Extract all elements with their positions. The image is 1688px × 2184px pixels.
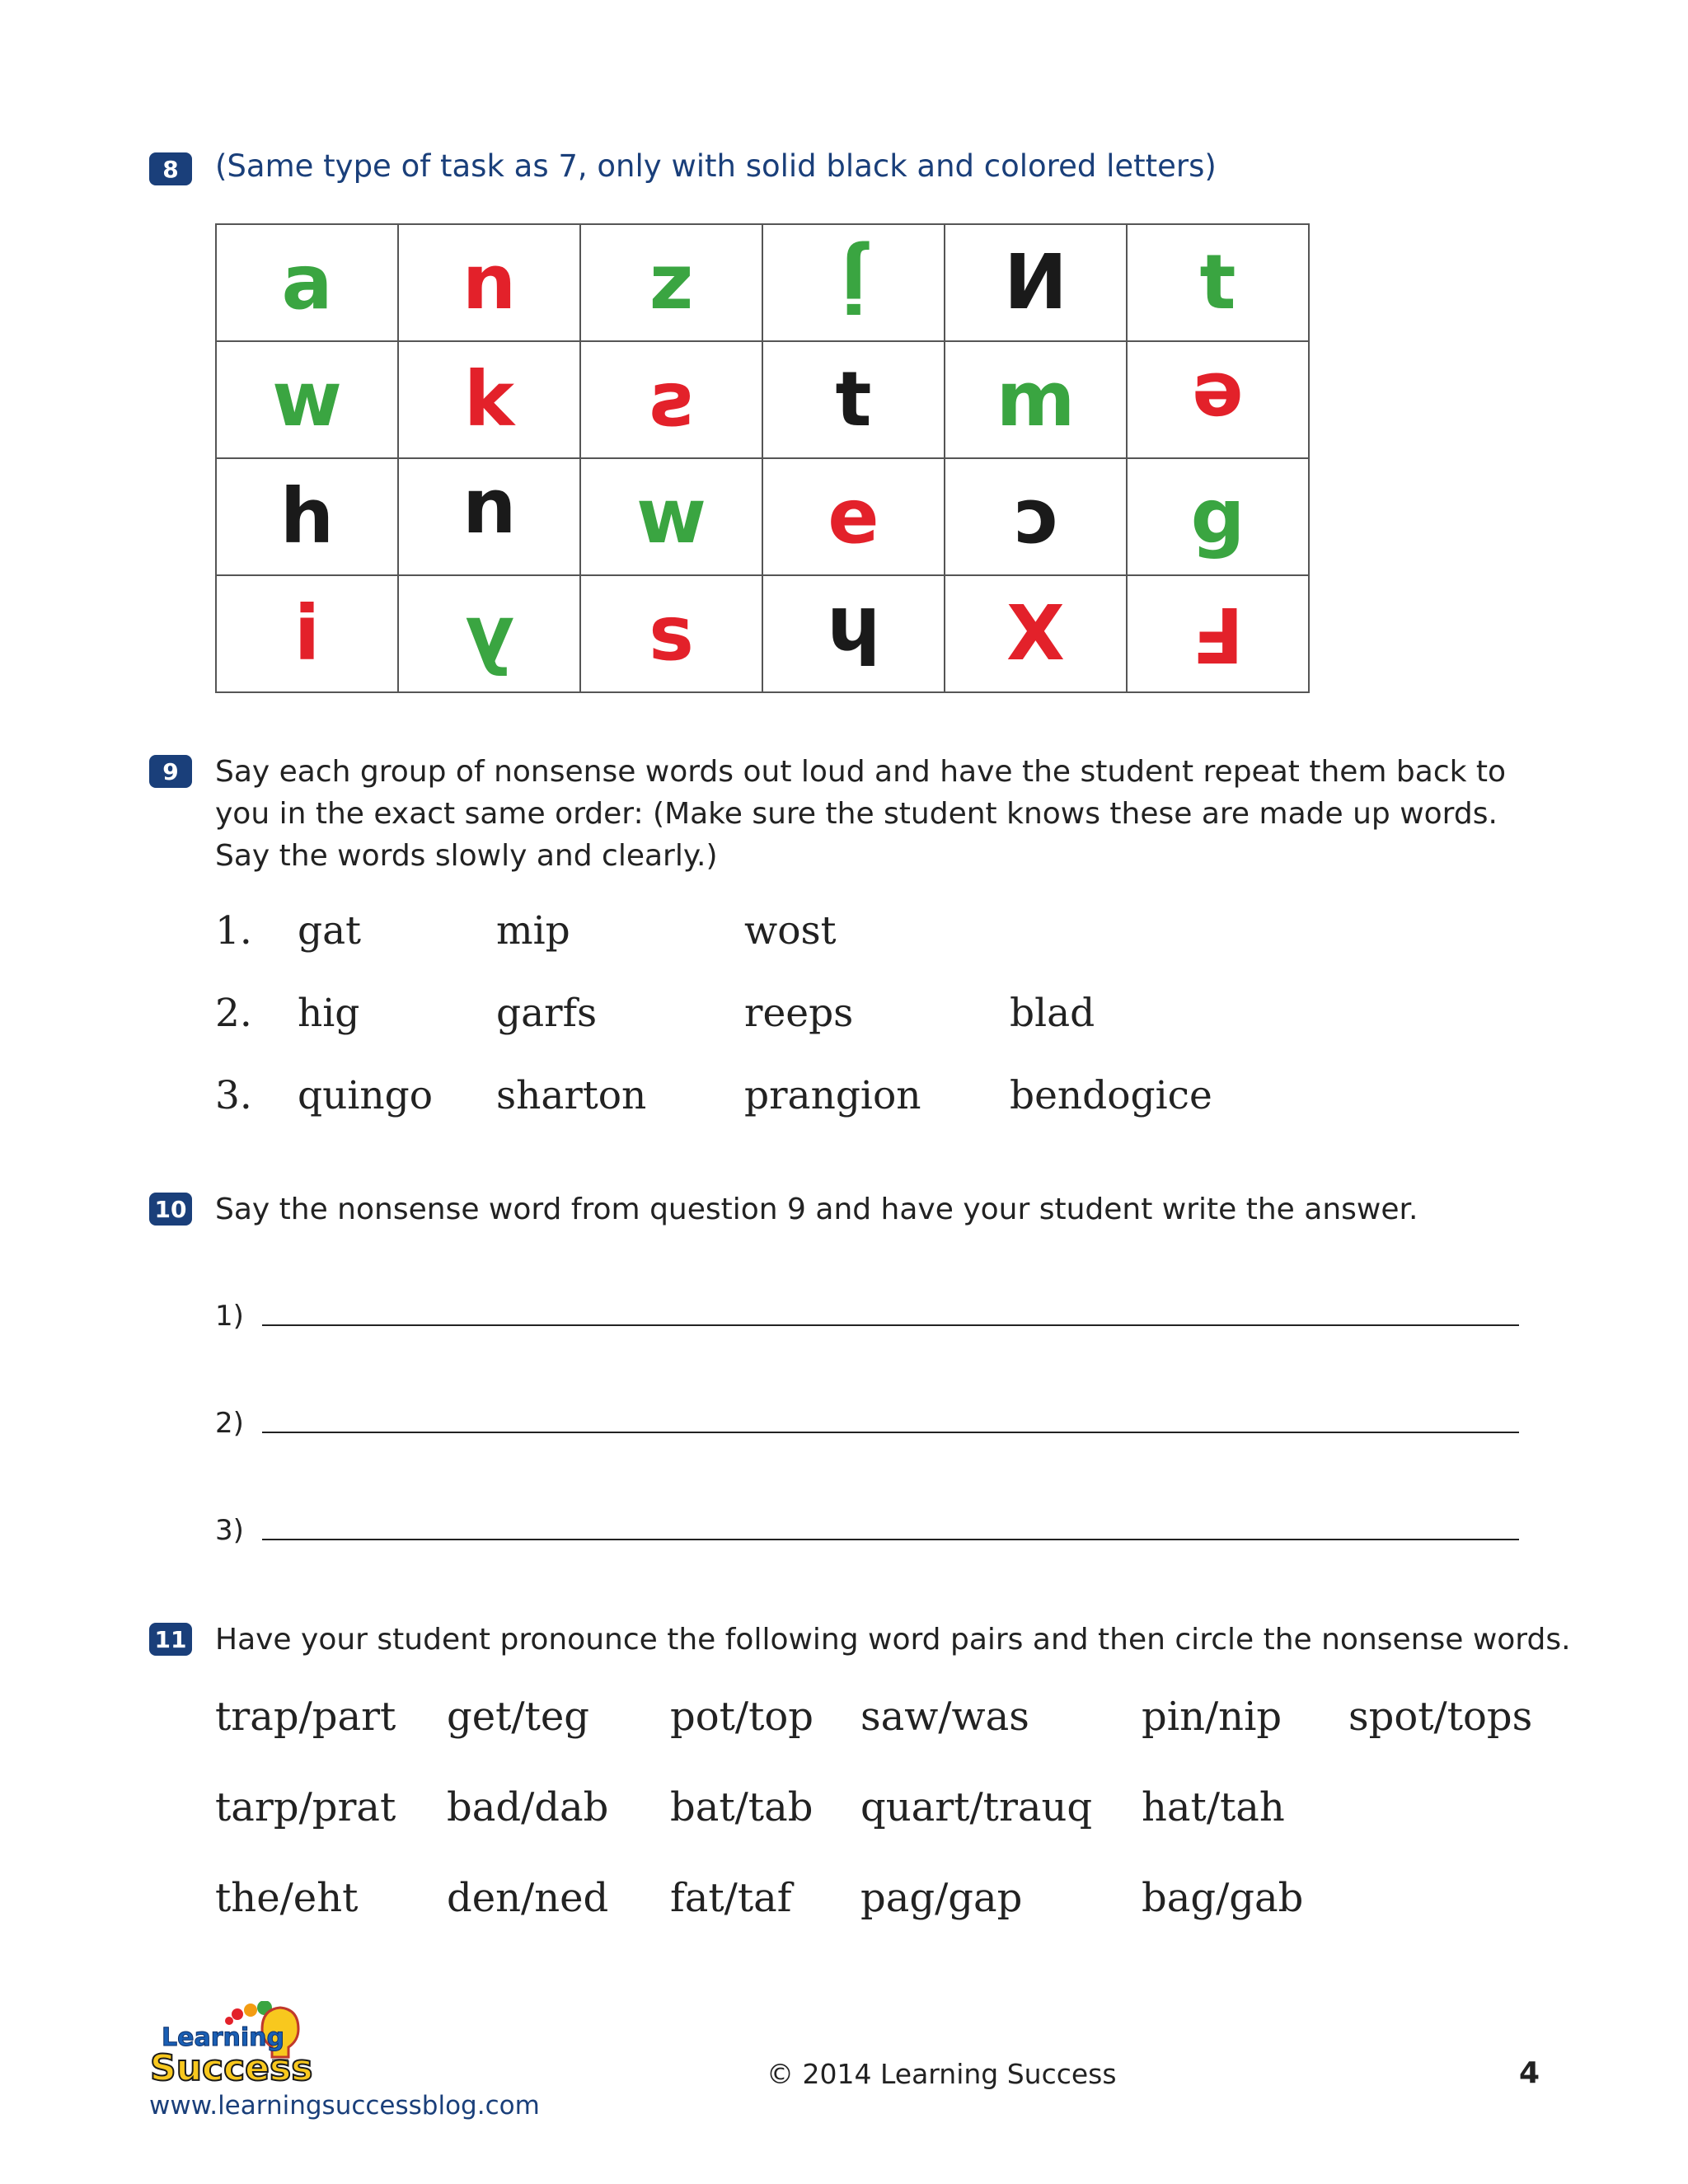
nonsense-word: sharton — [496, 1073, 647, 1118]
letter-cell[interactable] — [945, 341, 1127, 458]
letter-cell[interactable] — [1127, 575, 1309, 692]
copyright-text: © 2014 Learning Success — [767, 2058, 1117, 2090]
website-url[interactable]: www.learningsuccessblog.com — [149, 2091, 540, 2121]
letter-grid-row — [216, 575, 1309, 692]
word-pair[interactable]: trap/part — [215, 1694, 396, 1740]
letter-glyph: e — [1192, 356, 1244, 444]
letter-glyph: e — [828, 472, 879, 560]
answer-label: 1) — [215, 1300, 244, 1333]
question-11-text: Have your student pronounce the following word pairs and then circle the nonsense words. — [215, 1623, 1571, 1657]
letter-cell[interactable] — [398, 224, 580, 341]
question-9-text: Say each group of nonsense words out loud and have the student repeat them back to you in the exact same order: (Make sure the student knows these are made up words. Say the words slowly and clearly.) — [215, 755, 1507, 873]
letter-cell[interactable] — [216, 341, 398, 458]
letter-cell[interactable] — [216, 575, 398, 692]
letter-cell[interactable] — [1127, 458, 1309, 575]
answer-label: 2) — [215, 1407, 244, 1440]
answer-line[interactable] — [262, 1539, 1519, 1540]
letter-cell[interactable] — [216, 458, 398, 575]
word-pair[interactable]: bag/gab — [1142, 1875, 1304, 1921]
letter-cell[interactable] — [1127, 341, 1309, 458]
letter-glyph: s — [649, 355, 694, 443]
nonsense-word: reeps — [744, 991, 854, 1036]
word-pair[interactable]: den/ned — [447, 1875, 609, 1921]
list-item-number: 1. — [215, 908, 252, 954]
nonsense-word: garfs — [496, 991, 598, 1036]
question-8-badge: 8 — [149, 152, 192, 185]
letter-glyph: X — [1006, 589, 1065, 677]
letter-glyph: i — [293, 589, 321, 677]
list-item-number: 3. — [215, 1073, 252, 1118]
word-pair[interactable]: pin/nip — [1142, 1694, 1282, 1740]
question-8-title: (Same type of task as 7, only with solid black and colored letters) — [215, 148, 1217, 184]
letter-glyph: h — [826, 590, 881, 678]
letter-cell[interactable] — [580, 341, 762, 458]
letter-glyph: t — [1199, 238, 1236, 326]
letter-glyph: И — [1004, 238, 1067, 326]
question-10-text: Say the nonsense word from question 9 and have your student write the answer. — [215, 1193, 1418, 1226]
letter-grid — [215, 223, 1310, 693]
word-pair[interactable]: bat/tab — [670, 1784, 814, 1830]
letter-cell[interactable] — [216, 224, 398, 341]
word-pair[interactable]: fat/taf — [670, 1875, 792, 1921]
letter-cell[interactable] — [398, 458, 580, 575]
letter-glyph: t — [835, 355, 872, 443]
answer-label: 3) — [215, 1514, 244, 1547]
word-pair[interactable]: get/teg — [447, 1694, 590, 1740]
letter-grid-row — [216, 341, 1309, 458]
letter-glyph: g — [1190, 472, 1245, 560]
letter-cell[interactable] — [762, 224, 945, 341]
letter-cell[interactable] — [762, 341, 945, 458]
word-pair[interactable]: pot/top — [670, 1694, 814, 1740]
letter-cell[interactable] — [1127, 224, 1309, 341]
nonsense-word: bendogice — [1010, 1073, 1212, 1118]
word-pair[interactable]: bad/dab — [447, 1784, 609, 1830]
nonsense-word: quingo — [298, 1073, 434, 1118]
letter-cell[interactable] — [580, 458, 762, 575]
letter-cell[interactable] — [945, 575, 1127, 692]
page-number: 4 — [1519, 2056, 1540, 2090]
list-item-number: 2. — [215, 991, 252, 1036]
learning-success-logo[interactable] — [148, 2001, 338, 2092]
nonsense-word: blad — [1010, 991, 1095, 1036]
word-pair[interactable]: quart/trauq — [860, 1784, 1093, 1830]
nonsense-word: prangion — [744, 1073, 921, 1118]
letter-cell[interactable] — [580, 575, 762, 692]
letter-cell[interactable] — [398, 575, 580, 692]
word-pair[interactable]: hat/tah — [1142, 1784, 1285, 1830]
word-pair[interactable]: saw/was — [860, 1694, 1029, 1740]
letter-grid-row — [216, 224, 1309, 341]
word-pair[interactable]: the/eht — [215, 1875, 359, 1921]
word-pair[interactable]: tarp/prat — [215, 1784, 396, 1830]
letter-cell[interactable] — [762, 458, 945, 575]
logo-text-bottom: Success — [150, 2047, 313, 2089]
letter-glyph: u — [462, 473, 517, 561]
letter-grid-row — [216, 458, 1309, 575]
word-pair[interactable]: spot/tops — [1348, 1694, 1533, 1740]
question-10-badge: 10 — [149, 1193, 192, 1226]
letter-glyph: w — [636, 472, 706, 560]
letter-glyph: y — [464, 589, 514, 677]
letter-glyph: s — [649, 589, 694, 677]
question-9-badge: 9 — [149, 755, 192, 788]
letter-cell[interactable] — [580, 224, 762, 341]
letter-glyph: j — [840, 239, 867, 327]
answer-line[interactable] — [262, 1324, 1519, 1326]
letter-cell[interactable] — [398, 341, 580, 458]
letter-cell[interactable] — [762, 575, 945, 692]
answer-line[interactable] — [262, 1432, 1519, 1433]
letter-glyph: c — [1013, 472, 1058, 560]
letter-cell[interactable] — [945, 224, 1127, 341]
logo-text-top: Learning — [162, 2023, 284, 2052]
nonsense-word: gat — [298, 908, 361, 954]
letter-glyph: w — [272, 355, 342, 443]
letter-glyph: a — [281, 238, 333, 326]
letter-glyph: n — [462, 238, 517, 326]
word-pair[interactable]: pag/gap — [860, 1875, 1023, 1921]
nonsense-word: wost — [744, 908, 837, 954]
nonsense-word: hig — [298, 991, 360, 1036]
letter-glyph: F — [1192, 590, 1244, 678]
letter-cell[interactable] — [945, 458, 1127, 575]
letter-glyph: m — [996, 355, 1076, 443]
question-11-badge: 11 — [149, 1623, 192, 1656]
nonsense-word: mip — [496, 908, 570, 954]
logo-graphic — [148, 2001, 338, 2092]
letter-glyph: k — [463, 355, 515, 443]
letter-glyph: z — [649, 238, 694, 326]
letter-glyph: h — [279, 472, 335, 560]
